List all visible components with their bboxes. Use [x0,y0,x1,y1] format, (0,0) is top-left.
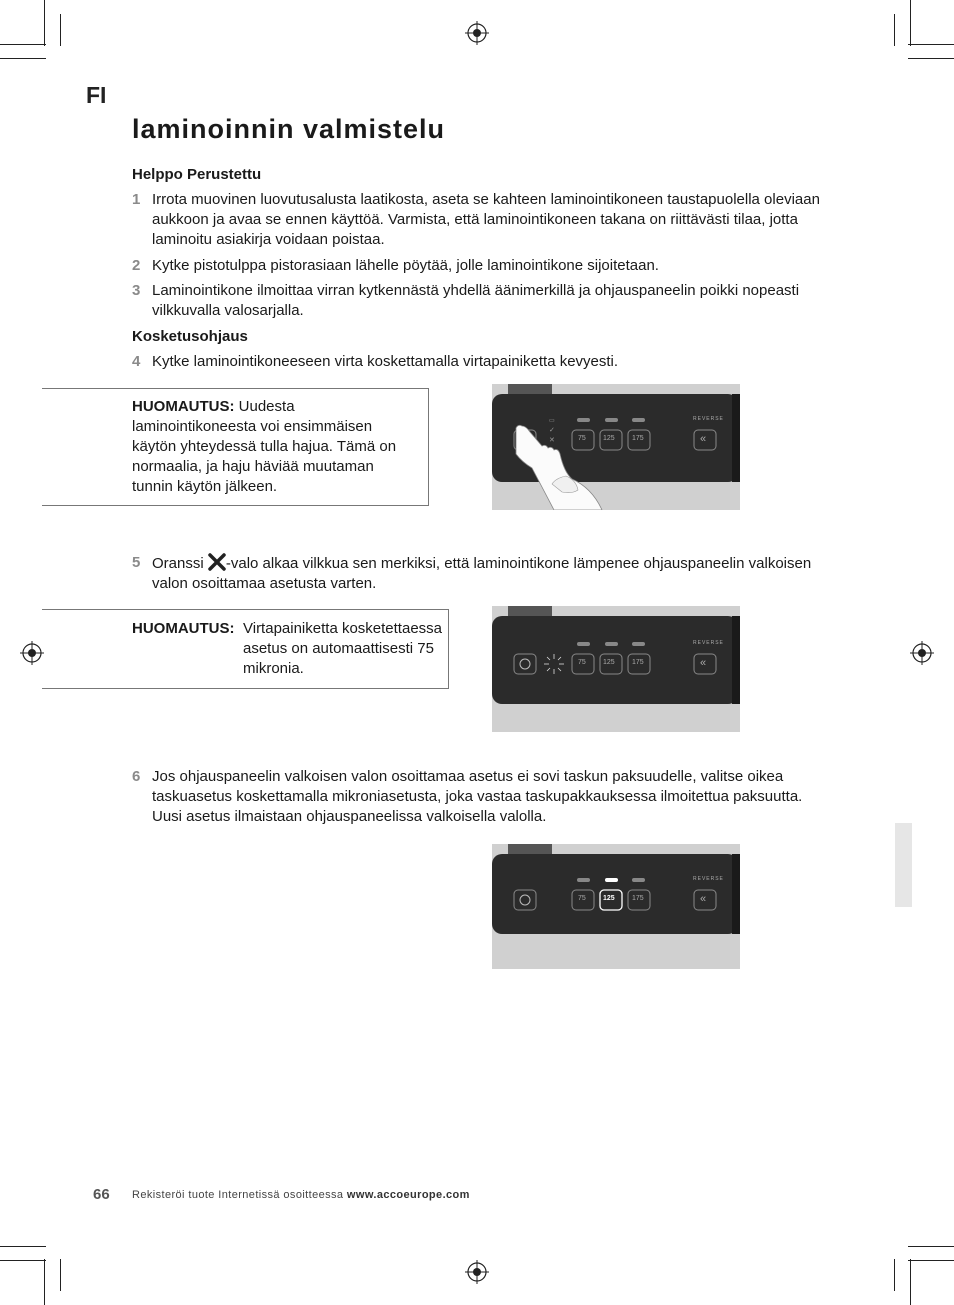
reverse-chevron-icon: « [700,433,707,445]
panel-drawing [492,844,740,969]
step-6 [132,767,822,827]
registration-mark-bottom [465,1260,489,1284]
panel-drawing [492,606,740,732]
note-label: HUOMAUTUS: [132,398,235,415]
step-5 [132,553,822,593]
note-label: HUOMAUTUS: [132,620,235,637]
reverse-label: REVERSE [693,640,724,646]
setting-175: 175 [632,435,644,442]
note-body: Uudesta laminointikoneesta voi ensimmäisen käytön yhteydessä tulla hajua. Tämä on normaalia, ja haju häviää muutaman tunnin käytön jälkeen. [132,398,397,495]
step-number: 6 [132,768,141,785]
language-code: FI [86,82,107,108]
step-1 [132,190,822,250]
x-light-icon [208,553,226,571]
step-text: Kytke pistotulppa pistorasiaan lähelle pöytää, jolle laminointikone sijoitetaan. [152,257,659,274]
svg-text:✕: ✕ [549,437,555,444]
setting-75: 75 [578,659,586,666]
setting-125: 125 [603,895,615,902]
step-4 [132,352,822,372]
svg-text:▭: ▭ [549,418,555,424]
reverse-chevron-icon: « [700,657,707,669]
step-number: 4 [132,353,141,370]
section-heading-basic: Helppo Perustettu [132,166,262,183]
footer-url: www.accoeurope.com [346,1189,470,1201]
setting-175: 175 [632,659,644,666]
setting-125: 125 [603,659,615,666]
reverse-chevron-icon: « [700,893,707,905]
setting-175: 175 [632,895,644,902]
section-heading-touch: Kosketusohjaus [132,328,248,345]
reverse-label: REVERSE [693,876,724,882]
registration-mark-right [910,641,934,665]
page-number: 66 [93,1186,110,1203]
step-text: Irrota muovinen luovutusalusta laatikosta, aseta se kahteen laminointikoneen taustapuolella oleviaan aukkoon ja avaa se ennen käyttöä. Varmista, että laminointikoneen takana on riittävästi tilaa, jotta laminoitu asiakirja voidaan poistaa. [152,191,820,248]
step-number: 1 [132,191,141,208]
setting-75: 75 [578,895,586,902]
step-2 [132,256,822,276]
step-number: 2 [132,257,141,274]
panel-drawing [492,384,740,510]
footer-text: Rekisteröi tuote Internetissä osoitteessa www.accoeurope.com [132,1189,470,1201]
step-text: Oranssi -valo alkaa vilkkua sen merkiksi, että laminointikone lämpenee ohjauspaneelin valkoisen valon osoittamaa asetusta varten. [152,555,812,592]
step-text: Kytke laminointikoneeseen virta koskettamalla virtapainiketta kevyesti. [152,353,619,370]
control-panel-illustration-2 [492,606,740,732]
reverse-label: REVERSE [693,416,724,422]
setting-125: 125 [603,435,615,442]
registration-mark-top [465,21,489,45]
step-number: 5 [132,554,141,571]
svg-text:✓: ✓ [549,427,555,434]
step-text: Jos ohjauspaneelin valkoisen valon osoittamaa asetus ei sovi taskun paksuudelle, valitse oikea taskuasetus koskettamalla mikroniasetusta, joka vastaa taskupakkauksessa ilmoitettua paksuutta. Uusi asetus ilmaistaan ohjauspaneelissa valkoisella valolla. [152,768,803,825]
note-body: Virtapainiketta kosketettaessa asetus on automaattisesti 75 mikronia. [243,620,443,677]
note-text [132,397,417,497]
page-title: laminoinnin valmistelu [132,114,446,144]
registration-mark-left [20,641,44,665]
step-text: Laminointikone ilmoittaa virran kytkennästä yhdellä äänimerkillä ja ohjauspaneelin poikki nopeasti vilkkuvalla valosarjalla. [152,282,800,319]
step-3 [132,281,822,321]
step-number: 3 [132,282,141,299]
control-panel-illustration-1 [492,384,740,510]
section-tab-marker [895,823,912,907]
setting-75: 75 [578,435,586,442]
control-panel-illustration-3 [492,844,740,969]
